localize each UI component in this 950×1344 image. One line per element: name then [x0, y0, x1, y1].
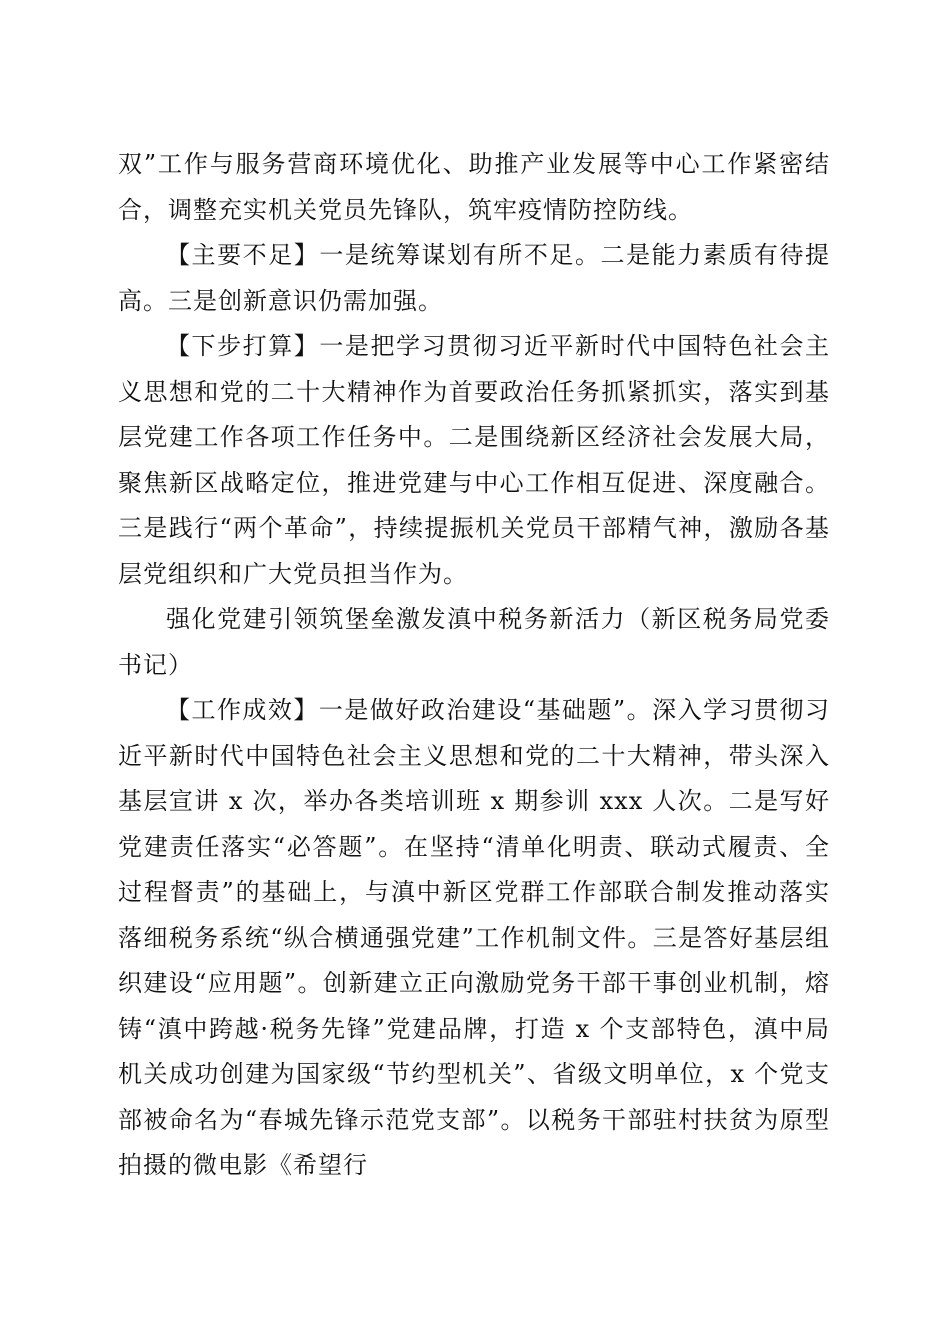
paragraph-work-results: 【工作成效】一是做好政治建设“基础题”。深入学习贯彻习近平新时代中国特色社会主义思想和党的二十大精神，带头深入基层宣讲 x 次，举办各类培训班 x 期参训 xxx 人次。二是写好党建责任落实“必答题”。在坚持“清单化明责、联动式履责、全过程督责”的基础上，与滇中新区党群工作部联合制发推动落实落细税务系统“纵合横通强党建”工作机制文件。三是答好基层组织建设“应用题”。创新建立正向激励党务干部干事创业机制，熔铸“滇中跨越·税务先锋”党建品牌，打造 x 个支部特色，滇中局机关成功创建为国家级“节约型机关”、省级文明单位，x 个党支部被命名为“春城先锋示范党支部”。以税务干部驻村扶贫为原型拍摄的微电影《希望行 [118, 696, 830, 1179]
paragraph-continuation: 双”工作与服务营商环境优化、助推产业发展等中心工作紧密结合，调整充实机关党员先锋队，筑牢疫情防控防线。 [118, 150, 830, 224]
section-title: 强化党建引领筑堡垒激发滇中税务新活力（新区税务局党委书记） [118, 605, 830, 679]
document-body [118, 142, 830, 1189]
paragraph-next-steps: 【下步打算】一是把学习贯彻习近平新时代中国特色社会主义思想和党的二十大精神作为首要政治任务抓紧抓实，落实到基层党建工作各项工作任务中。二是围绕新区经济社会发展大局，聚焦新区战略定位，推进党建与中心工作相互促进、深度融合。三是践行“两个革命”，持续提振机关党员干部精气神，激励各基层党组织和广大党员担当作为。 [118, 332, 830, 588]
paragraph-main-shortcomings: 【主要不足】一是统筹谋划有所不足。二是能力素质有待提高。三是创新意识仍需加强。 [118, 241, 830, 315]
